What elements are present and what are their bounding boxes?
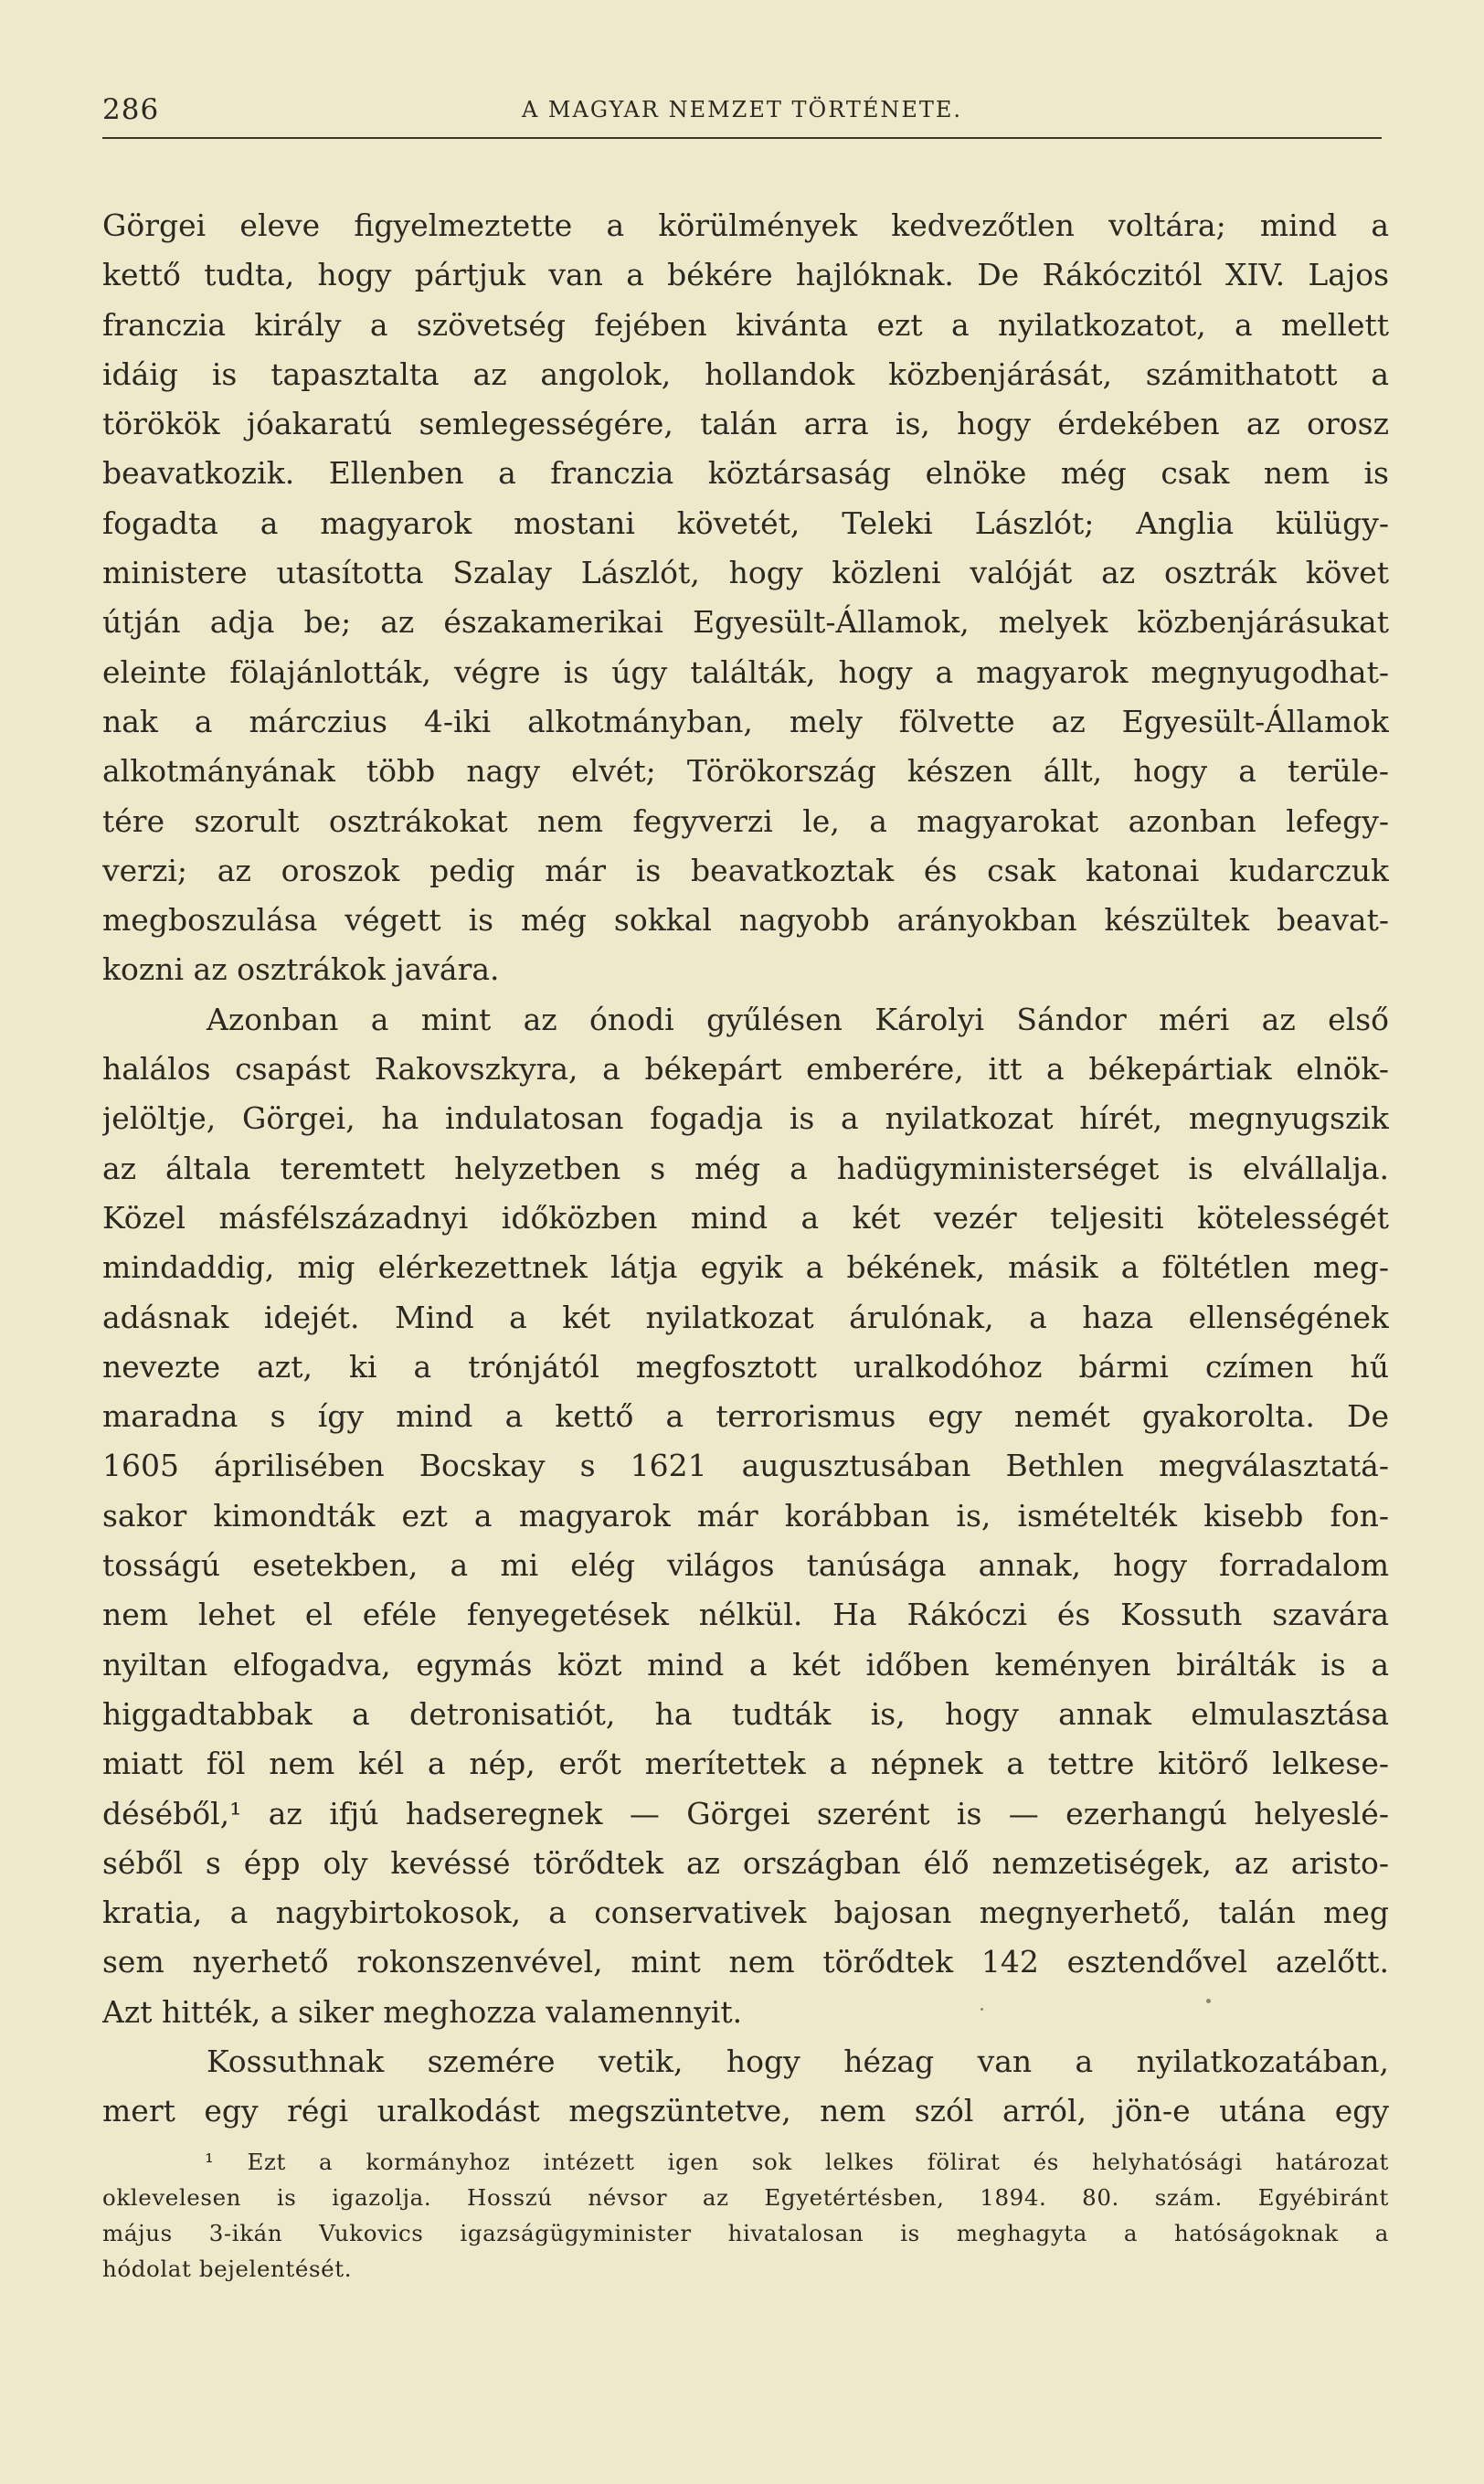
text-line: nyiltan elfogadva, egymás közt mind a két időben keményen birálták is a: [102, 1646, 1389, 1683]
text-line: nevezte azt, ki a trónjától megfosztott uralkodóhoz bármi czímen hű: [102, 1348, 1389, 1385]
header-rule: [102, 137, 1382, 139]
text-line: maradna s így mind a kettő a terrorismus egy nemét gyakorolta. De: [102, 1398, 1389, 1435]
text-line: tére szorult osztrákokat nem fegyverzi le, a magyarokat azonban lefegy-: [102, 802, 1389, 839]
print-speck: [1206, 1999, 1211, 2003]
print-speck: [980, 2008, 983, 2011]
text-line: ministere utasította Szalay Lászlót, hogy közleni valóját az osztrák követ: [102, 555, 1389, 591]
text-line: Közel másfélszázadnyi időközben mind a két vezér teljesiti kötelességét: [102, 1199, 1389, 1236]
text-line: mert egy régi uralkodást megszüntetve, nem szól arról, jön-e utána egy: [102, 2093, 1389, 2129]
text-line: kozni az osztrákok javára.: [102, 951, 500, 988]
text-line: mindaddig, mig elérkezettnek látja egyik a békének, másik a föltétlen meg-: [102, 1249, 1389, 1286]
page-number: 286: [102, 93, 160, 126]
footnote-line: hódolat bejelentését.: [102, 2256, 353, 2282]
text-line: miatt föl nem kél a nép, erőt merítettek a népnek a tettre kitörő lelkese-: [102, 1746, 1389, 1782]
text-line: franczia király a szövetség fejében kivánta ezt a nyilatkozatot, a mellett: [102, 306, 1389, 343]
text-line: eleinte fölajánlották, végre is úgy találták, hogy a magyarok megnyugodhat-: [102, 653, 1389, 690]
text-line: séből s épp oly kevéssé törődtek az országban élő nemzetiségek, az aristo-: [102, 1844, 1389, 1881]
text-line: déséből,¹ az ifjú hadseregnek — Görgei szerént is — ezerhangú helyeslé-: [102, 1795, 1389, 1831]
text-line: halálos csapást Rakovszkyra, a békepárt emberére, itt a békepártiak elnök-: [102, 1051, 1389, 1088]
running-title: A MAGYAR NEMZET TÖRTÉNETE.: [521, 97, 963, 122]
text-line: sakor kimondták ezt a magyarok már korábban is, ismételték kisebb fon-: [102, 1497, 1389, 1534]
text-line: higgadtabbak a detronisatiót, ha tudták is, hogy annak elmulasztása: [102, 1695, 1389, 1732]
text-line: Azt hitték, a siker meghozza valamennyit.: [102, 1993, 743, 2030]
text-line: 1605 áprilisében Bocskay s 1621 augusztusában Bethlen megválasztatá-: [102, 1448, 1389, 1484]
text-line: alkotmányának több nagy elvét; Törökország készen állt, hogy a terüle-: [102, 753, 1389, 790]
text-line: törökök jóakaratú semlegességére, talán arra is, hogy érdekében az orosz: [102, 406, 1389, 442]
footnote-line: május 3-ikán Vukovics igazságügyminister hivatalosan is meghagyta a hatóságoknak a: [102, 2220, 1389, 2246]
text-line: verzi; az oroszok pedig már is beavatkoztak és csak katonai kudarczuk: [102, 852, 1389, 888]
text-line: útján adja be; az északamerikai Egyesült-Államok, melyek közbenjárásukat: [102, 604, 1389, 641]
page-header: [102, 93, 1382, 135]
footnote-line: ¹ Ezt a kormányhoz intézett igen sok lelkes fölirat és helyhatósági határozat: [205, 2149, 1389, 2175]
footnote-line: oklevelesen is igazolja. Hosszú névsor az Egyetértésben, 1894. 80. szám. Egyébiránt: [102, 2184, 1389, 2211]
text-line: az általa teremtett helyzetben s még a hadügyministerséget is elvállalja.: [102, 1150, 1389, 1186]
text-line: fogadta a magyarok mostani követét, Teleki Lászlót; Anglia külügy-: [102, 504, 1389, 541]
text-line: sem nyerhető rokonszenvével, mint nem törődtek 142 esztendővel azelőtt.: [102, 1944, 1389, 1980]
text-line: nak a márczius 4-iki alkotmányban, mely fölvette az Egyesült-Államok: [102, 703, 1389, 739]
body-text: [102, 201, 1389, 2137]
text-line: beavatkozik. Ellenben a franczia köztársaság elnöke még csak nem is: [102, 455, 1389, 492]
text-line: tosságú esetekben, a mi elég világos tanúsága annak, hogy forradalom: [102, 1547, 1389, 1584]
text-line: Görgei eleve figyelmeztette a körülmények kedvezőtlen voltára; mind a: [102, 207, 1389, 243]
text-line: kratia, a nagybirtokosok, a conservativek bajosan megnyerhető, talán meg: [102, 1895, 1389, 1931]
footnotes: [102, 2144, 1389, 2287]
text-line: Kossuthnak szemére vetik, hogy hézag van a nyilatkozatában,: [207, 2043, 1389, 2079]
text-line: kettő tudta, hogy pártjuk van a békére hajlóknak. De Rákóczitól XIV. Lajos: [102, 257, 1389, 293]
text-line: nem lehet el eféle fenyegetések nélkül. Ha Rákóczi és Kossuth szavára: [102, 1597, 1389, 1633]
text-line: megboszulása végett is még sokkal nagyobb arányokban készültek beavat-: [102, 902, 1389, 939]
text-line: jelöltje, Görgei, ha indulatosan fogadja is a nyilatkozat hírét, megnyugszik: [102, 1100, 1389, 1137]
text-line: adásnak idejét. Mind a két nyilatkozat árulónak, a haza ellenségének: [102, 1299, 1389, 1335]
text-line: Azonban a mint az ónodi gyűlésen Károlyi Sándor méri az első: [207, 1001, 1389, 1037]
text-line: idáig is tapasztalta az angolok, hollandok közbenjárását, számithatott a: [102, 356, 1389, 392]
